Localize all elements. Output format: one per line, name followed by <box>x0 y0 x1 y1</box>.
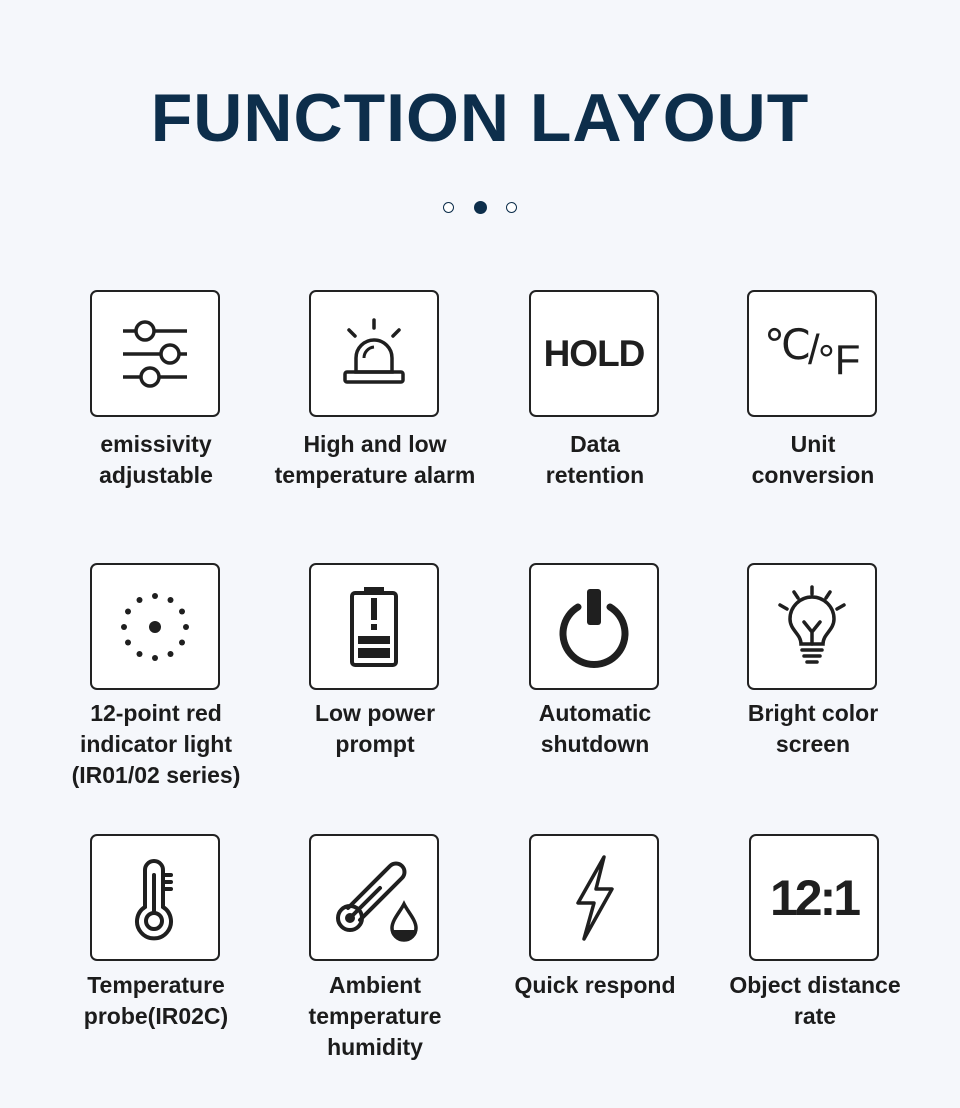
low-battery-icon <box>309 563 439 690</box>
pager-dot[interactable] <box>506 202 517 213</box>
unit-conversion-icon <box>747 290 877 417</box>
pagination-dots <box>443 199 517 215</box>
thermometer-icon <box>90 834 220 961</box>
feature-label-temperature-probe: Temperature probe(IR02C) <box>83 972 229 1029</box>
feature-label-ambient: Ambient temperature humidity <box>308 972 442 1060</box>
slash-symbol: / <box>808 325 820 373</box>
fahrenheit-symbol: °F <box>818 335 861 383</box>
celsius-symbol: ℃ <box>764 320 812 368</box>
feature-label-bright-screen: Bright color screen <box>747 700 879 757</box>
feature-label-automatic-shutdown: Automatic shutdown <box>538 700 652 757</box>
page-title: FUNCTION LAYOUT <box>150 80 810 156</box>
light-bulb-icon <box>747 563 877 690</box>
thermometer-droplet-icon <box>309 834 439 961</box>
feature-label-emissivity: emissivity adjustable <box>99 431 213 488</box>
pager-dot-active[interactable] <box>474 201 487 214</box>
feature-label-unit-conversion: Unit conversion <box>751 431 875 488</box>
feature-label-object-distance: Object distance rate <box>729 972 901 1029</box>
sliders-icon <box>90 290 220 417</box>
hold-icon-text: HOLD <box>543 332 645 374</box>
power-icon <box>529 563 659 690</box>
hold-icon <box>529 290 659 417</box>
lightning-icon <box>529 834 659 961</box>
feature-label-indicator-light: 12-point red indicator light (IR01/02 series) <box>71 700 241 788</box>
distance-ratio-text: 12:1 <box>769 869 859 926</box>
feature-label-data-retention: Data retention <box>545 431 645 488</box>
feature-label-quick-respond: Quick respond <box>514 972 676 998</box>
pager-dot[interactable] <box>443 202 454 213</box>
alarm-siren-icon <box>309 290 439 417</box>
feature-label-low-power: Low power prompt <box>314 700 436 757</box>
feature-label-alarm: High and low temperature alarm <box>274 431 476 488</box>
dot-ring-icon <box>90 563 220 690</box>
distance-ratio-icon <box>749 834 879 961</box>
